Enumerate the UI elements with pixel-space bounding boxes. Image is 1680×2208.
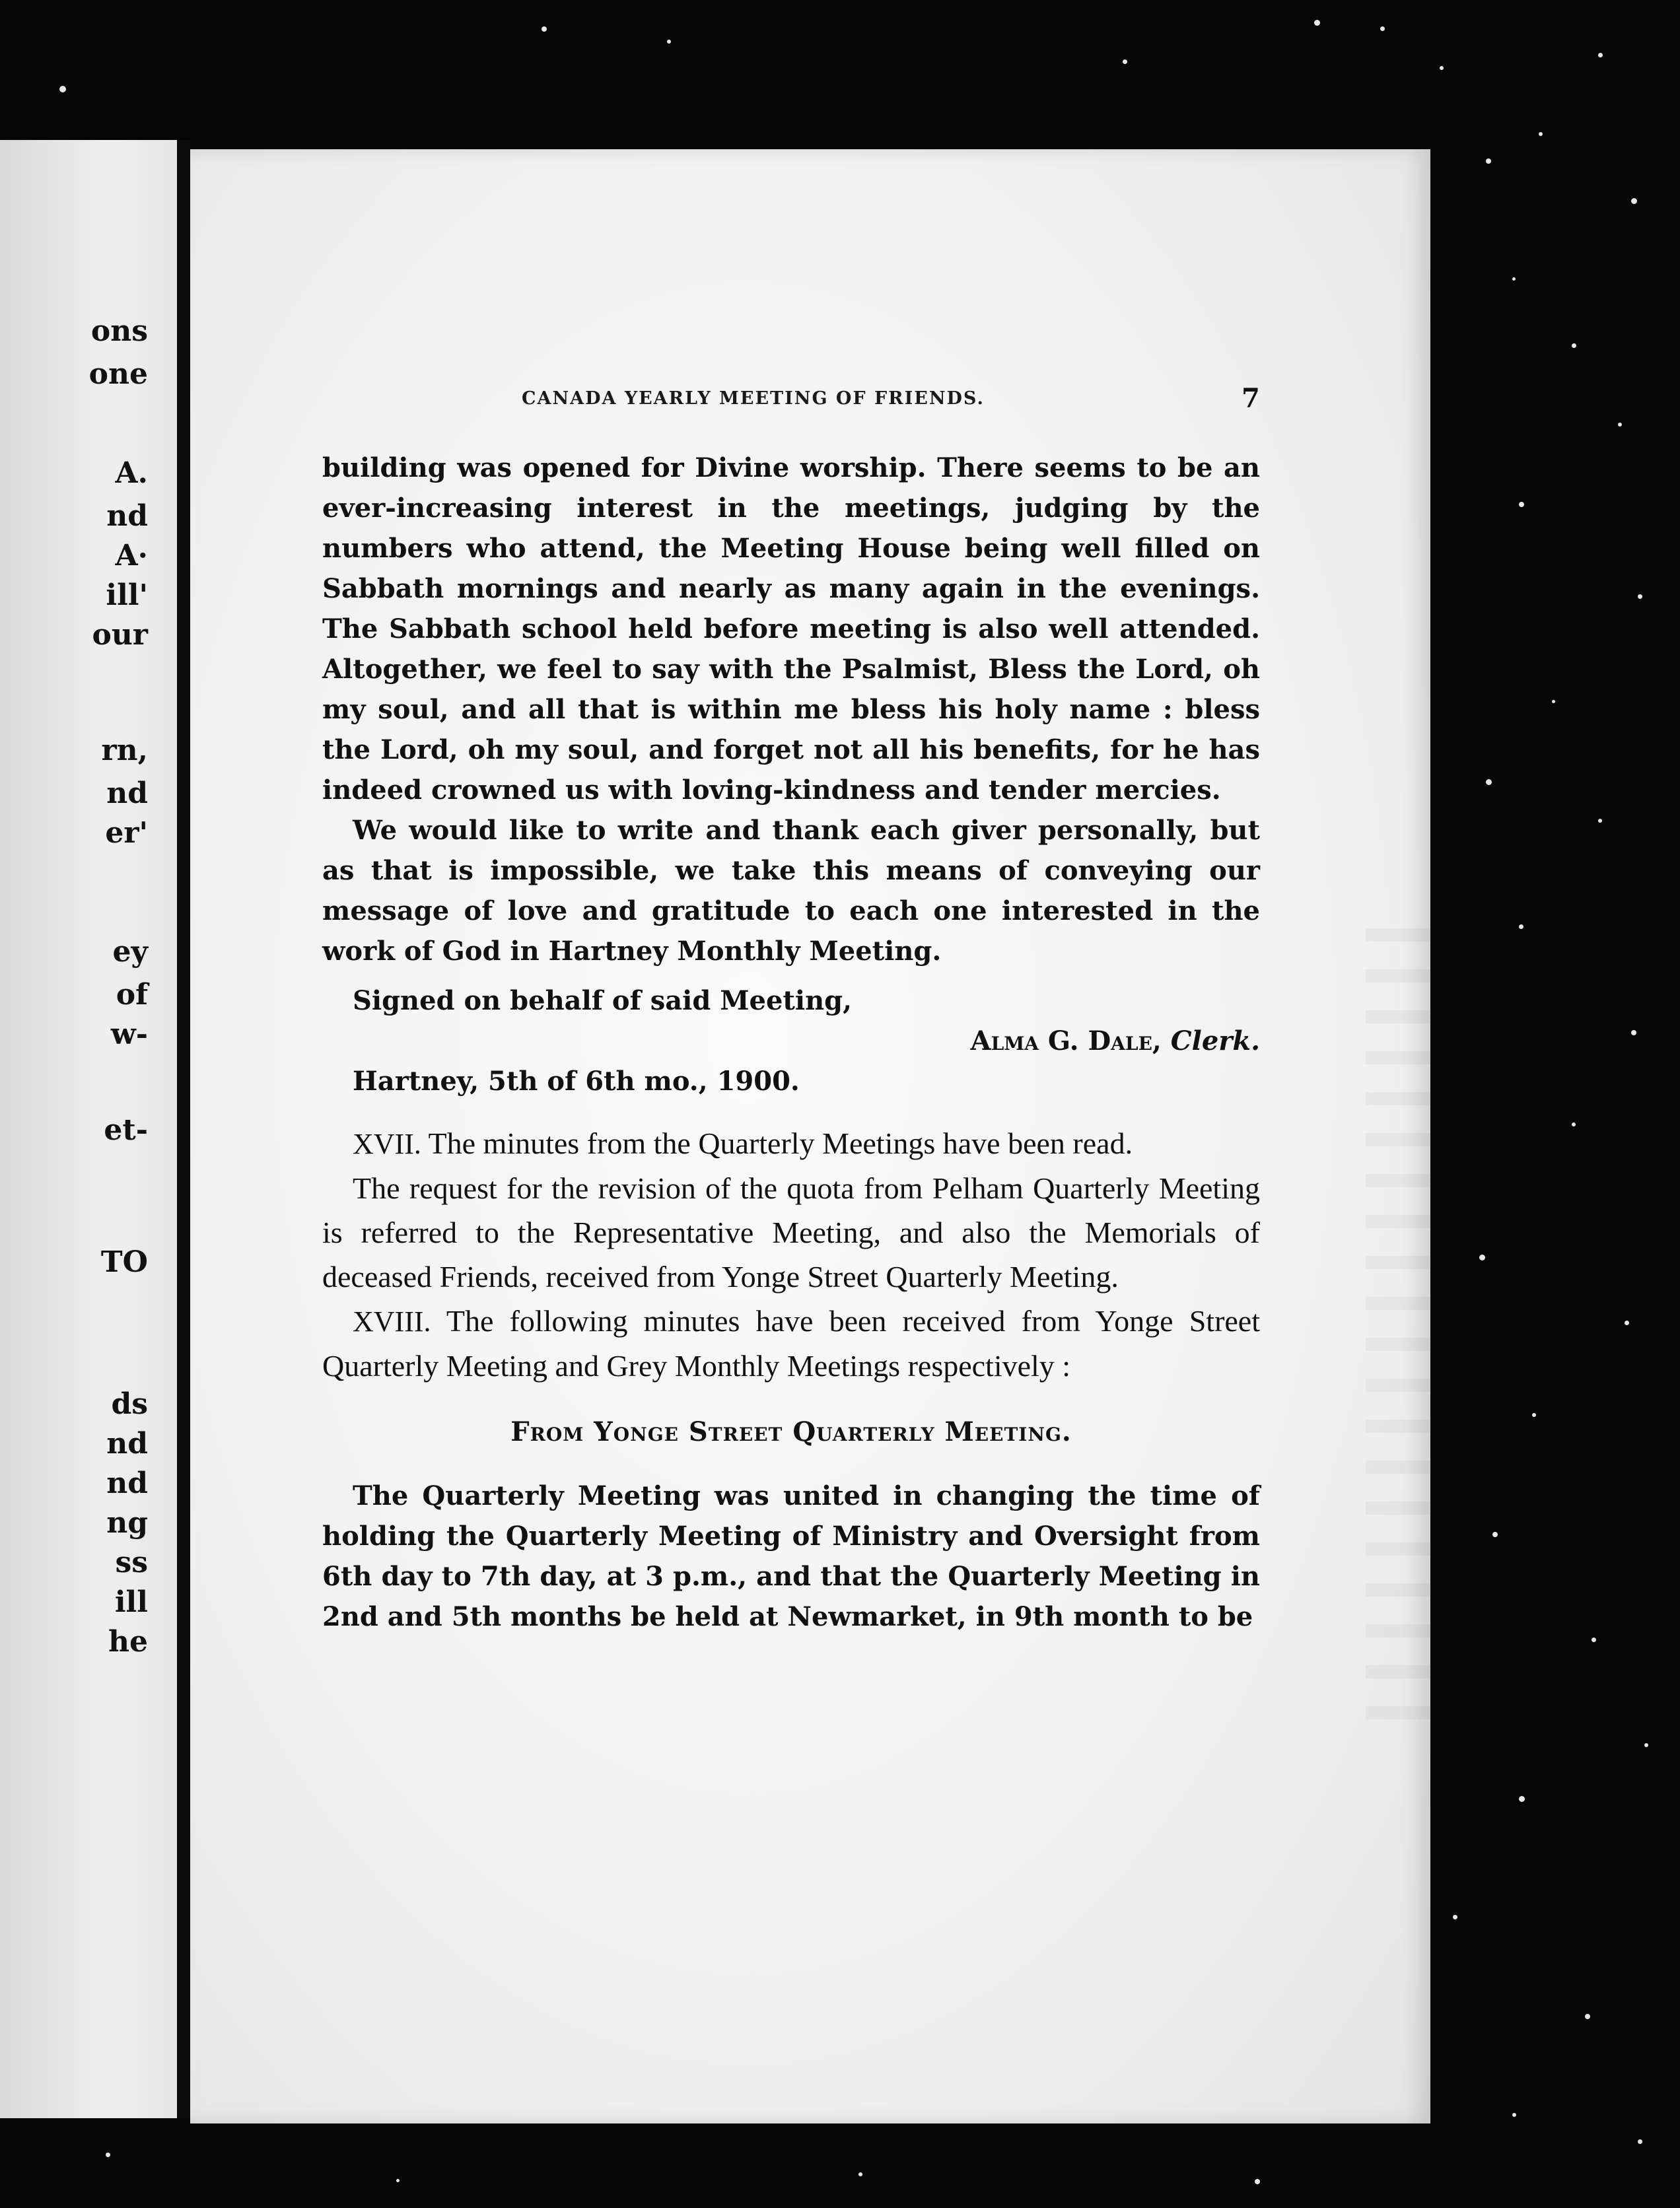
scan-speckle	[1512, 277, 1516, 281]
facing-page-fragment: ill	[114, 1585, 148, 1619]
facing-page-fragment: nd	[106, 499, 148, 533]
date-line: Hartney, 5th of 6th mo., 1900.	[353, 1066, 800, 1097]
facing-page-fragment: A.	[115, 456, 148, 490]
paragraph-request: The request for the revision of the quota from Pelham Quarterly Meeting is referred to the Representative Meeting, and also the Memorials of deceased Friends, received from Yonge Street Quarterly Meeting.	[322, 1171, 1260, 1294]
signatory-line	[322, 1021, 1260, 1061]
scan-speckle	[1598, 819, 1602, 823]
scan-speckle	[1552, 700, 1555, 703]
scan-speckle	[1598, 53, 1603, 57]
facing-page-fragment: of	[116, 978, 148, 1012]
scan-speckle	[1644, 1743, 1648, 1747]
paragraph-thanks: We would like to write and thank each giver personally, but as that is impossible, we take this means of conveying our message of love and gratitude to each one interested in the work of God in Hartney Monthly Meeting.	[322, 815, 1260, 967]
facing-page-fragment: rn,	[101, 734, 148, 767]
scan-speckle	[1486, 158, 1491, 164]
paragraph-quarterly: The Quarterly Meeting was united in changing the time of holding the Quarterly Meeting of Ministry and Oversight from 6th day to 7th day, at 3 p.m., and that the Quarterly Meeting in 2nd and 5th months be held at Newmarket, in 9th month to be	[322, 1480, 1260, 1632]
scan-speckle	[1631, 198, 1637, 204]
facing-page-text-fragments	[0, 140, 177, 2118]
facing-page-fragment: w-	[110, 1018, 148, 1051]
scan-speckle	[1453, 1915, 1457, 1919]
scan-speckle	[1255, 2179, 1260, 2184]
scan-speckle	[1572, 1122, 1576, 1126]
facing-page-fragment: ng	[106, 1506, 148, 1540]
scan-speckle	[1592, 1638, 1596, 1642]
scan-speckle	[1512, 2113, 1516, 2117]
running-title: CANADA YEARLY MEETING OF FRIENDS.	[522, 388, 985, 409]
signature-block	[322, 981, 1260, 1101]
scan-speckle	[1440, 66, 1444, 70]
scan-speckle	[1123, 59, 1127, 64]
signed-line: Signed on behalf of said Meeting,	[353, 985, 853, 1016]
scan-speckle	[1572, 343, 1576, 348]
page-number: 7	[1242, 383, 1260, 414]
scan-speckle	[396, 2179, 400, 2182]
signatory-role: Clerk.	[1170, 1025, 1260, 1056]
facing-page-fragment: ds	[111, 1387, 148, 1421]
bleed-through-shading	[1366, 928, 1603, 1721]
facing-page-fragment: ey	[112, 935, 148, 969]
scan-speckle	[1492, 1532, 1498, 1537]
facing-page-fragment: nd	[106, 1427, 148, 1461]
scan-speckle	[1638, 594, 1642, 599]
scan-speckle	[1519, 502, 1524, 507]
scan-speckle	[106, 2153, 110, 2157]
running-head	[0, 383, 1680, 421]
facing-page-fragment: he	[108, 1625, 148, 1659]
facing-page-left	[0, 140, 177, 2118]
minute-xviii-number: XVIII.	[353, 1305, 431, 1338]
minute-xvii-number: XVII.	[353, 1128, 421, 1160]
facing-page-fragment: our	[92, 618, 148, 652]
scan-speckle	[1539, 132, 1543, 136]
facing-page-fragment: nd	[106, 1466, 148, 1500]
scan-speckle	[59, 86, 66, 92]
facing-page-fragment: nd	[106, 776, 148, 810]
scan-speckle	[1532, 1413, 1536, 1417]
signatory-name: Alma G. Dale,	[970, 1025, 1162, 1056]
scan-speckle	[1519, 1796, 1525, 1802]
facing-page-fragment: ill'	[106, 578, 148, 612]
facing-page-fragment: ons	[90, 314, 148, 348]
scan-speckle	[1479, 1255, 1485, 1260]
facing-page-fragment: ss	[115, 1546, 148, 1579]
binding-gutter	[177, 140, 190, 2118]
scan-speckle	[1631, 1030, 1636, 1035]
scan-speckle	[542, 26, 547, 32]
scan-speckle	[1519, 924, 1523, 929]
scan-speckle	[1618, 423, 1622, 427]
minute-xviii	[322, 1299, 1260, 1388]
section-heading: From Yonge Street Quarterly Meeting.	[510, 1416, 1072, 1447]
scan-speckle	[1486, 779, 1492, 785]
minute-xviii-text: The following minutes have been received from Yonge Street Quarterly Meeting and Grey Monthly Meetings respectively :	[322, 1304, 1261, 1383]
facing-page-fragment: one	[88, 357, 148, 391]
scan-speckle	[1585, 2014, 1590, 2019]
scan-speckle	[1314, 20, 1320, 26]
minute-xvii-text: The minutes from the Quarterly Meetings have been read.	[428, 1126, 1133, 1160]
page-body	[322, 448, 1260, 1637]
scan-speckle	[858, 2172, 862, 2176]
paragraph-worship: building was opened for Divine worship. There seems to be an ever-increasing interest in the meetings, judging by the numbers who attend, the Meeting House being well filled on Sabbath mornings and nearly as many again in the evenings. The Sabbath school held before meeting is also well attended. Altogether, we feel to say with the Psalmist, Bless the Lord, oh my soul, and all that is within me bless his holy name : bless the Lord, oh my soul, and forget not all his benefits, for he has indeed crowned us with loving-kindness and tender mercies.	[322, 452, 1260, 806]
scan-speckle	[1638, 2139, 1642, 2144]
facing-page-fragment: et-	[104, 1113, 148, 1147]
scan-speckle	[1625, 1321, 1629, 1325]
facing-page-fragment: TO	[100, 1245, 148, 1279]
minute-xvii	[322, 1121, 1260, 1166]
scan-speckle	[667, 40, 671, 44]
facing-page-fragment: er'	[105, 816, 148, 850]
facing-page-fragment: A·	[115, 539, 148, 572]
scan-speckle	[1380, 26, 1385, 31]
